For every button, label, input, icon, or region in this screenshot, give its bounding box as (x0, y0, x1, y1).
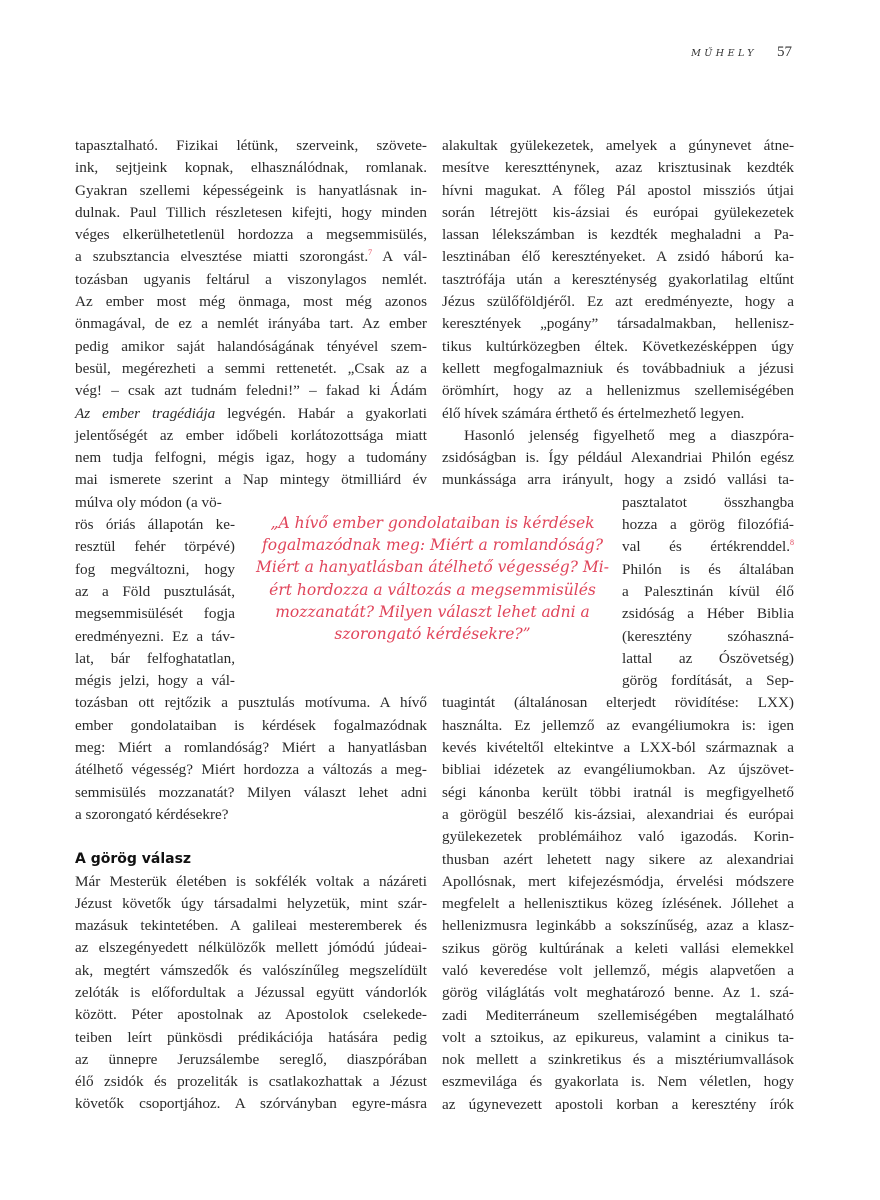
text-line: Már Mesterük életében is sokfélék voltak a názáreti (75, 872, 427, 890)
text-segment: a szubsztancia elvesztése miatti szorongást. (75, 248, 369, 266)
text-line: a szorongató kérdésekre? (75, 805, 229, 823)
text-line: kevés kivételtől eltekintve a LXX-ból származnak a (442, 739, 794, 757)
text-line: kellett megfogalmazniuk és továbbadniuk a jézusi (442, 359, 794, 377)
text-line: élő zsidók és prozeliták is csatlakozhattak a Jézust (75, 1073, 427, 1091)
text-line: lassan lélekszámban is kezdték meghaladni a Pa- (442, 226, 794, 244)
text-line: bibliai idézetek az evangéliumokban. Az újszövet- (442, 761, 794, 779)
running-header (691, 44, 792, 61)
text-line: tozásban ott rejtőzik a pusztulás motívuma. A hívő (75, 694, 427, 712)
text-line: tasztrófája után a kereszténység gyakorlatilag eltűnt (442, 270, 794, 288)
text-line: nem tudja felfogni, mégis igaz, hogy a tudomány (75, 449, 427, 467)
pull-quote-line: szorongató kérdésekre?” (334, 625, 531, 644)
text-line: során létrejött kis-ázsiai és európai gyülekezetek (442, 203, 794, 221)
text-line: között. Péter apostolnak az Apostolok cselekede- (75, 1006, 427, 1024)
text-line: meg: Miért a romlandóság? Miért a hanyatlásban (75, 739, 427, 757)
pull-quote-line: Miért a hanyatlásban átélhető végesség? Mi- (256, 558, 609, 577)
section-name: MŰHELY (691, 48, 757, 59)
text-line: gyülekezetek problémáihoz való igazodás. Korin- (442, 828, 794, 846)
text-line: tozásban ugyanis feltárul a viszonylagos nemlét. (75, 270, 427, 288)
text-line: hellenizmusra leginkább a sokszínűség, azaz a klasz- (442, 917, 794, 935)
text-line: teiben leírt pünkösdi prédikációja hatására pedig (75, 1028, 427, 1046)
text-line: használta. Ez jellemző az evangéliumokra is: igen (442, 716, 794, 734)
text-segment: val és értékrenddel. (622, 538, 790, 556)
text-line: nok mellett a szinkretikus és a misztériumvallások (442, 1051, 794, 1069)
text-line: görög világlátás volt meghatározó benne. Az 1. szá- (442, 984, 794, 1002)
text-line: jelentőségét az ember időbeli korlátozottsága miatt (75, 426, 427, 444)
text-line: zsidóságban is. Így például Alexandriai Philón egész (442, 449, 794, 467)
text-line: tuagintát (általánosan elterjedt rövidítése: LXX) (442, 694, 794, 712)
text-line: Gyakran szellemi képességeink is hanyatlásnak in- (75, 181, 427, 199)
text-line: zelóták is előfordultak a Jézussal együtt vándorlók (75, 983, 427, 1001)
text-line: véges elkerülhetetlenül hordozza a megsemmisülés, (75, 226, 427, 244)
footnote-marker-8[interactable]: 8 (790, 538, 794, 548)
text-line: eszmevilága és gyakorlata is. Nem véletlen, hogy (442, 1073, 794, 1091)
text-line: zsidóság a Héber Biblia (622, 605, 794, 623)
text-line: resztül fehér törpévé) (75, 538, 235, 556)
text-line: vég! – csak azt tudnám feledni!” – fakad ki Ádám (75, 382, 427, 400)
text-line: Jézus szülőföldjéről. Ez azt eredményezte, hogy a (442, 293, 794, 311)
text-line: örömhírt, hogy az a hellenizmus szellemiségében (442, 382, 794, 400)
text-line: ember gondolataiban is kérdések fogalmazódnak (75, 716, 427, 734)
text-line: keresztények „pogány” társadalmakban, hellenisz- (442, 315, 794, 333)
text-line: mazásuk tekintetében. A galileai mesteremberek és (75, 917, 427, 935)
text-line: az úgynevezett apostoli korban a keresztény írók (442, 1095, 794, 1113)
text-line: eredményezni. Ez a táv- (75, 627, 235, 645)
text-line: ink, sejtjeink kopnak, elhasználódnak, romlanak. (75, 159, 427, 177)
text-line: mégis jelzi, hogy a vál- (75, 672, 235, 690)
text-line: az elszegényedett nélkülözők mellett jómódú júdeai- (75, 939, 427, 957)
text-line: Az ember most még önmaga, most még azonos (75, 293, 427, 311)
text-line: (keresztény szóhaszná- (622, 627, 794, 645)
text-line: ak, megtért vámszedők és valószínűleg megszelídült (75, 961, 427, 979)
text-line: besül, megérezheti a semmi rettenetét. „Csak az a (75, 359, 427, 377)
text-line: tikus kultúrközegben éltek. Következésképpen úgy (442, 337, 794, 355)
text-line: pedig amikor saját halandóságának tényével szem- (75, 337, 427, 355)
text-line: munkássága arra irányult, hogy a zsidó vallási ta- (442, 471, 794, 489)
text-line: lesztinában élő keresztényeket. A zsidó háború ka- (442, 248, 794, 266)
text-line: rös óriás állapotán ke- (75, 516, 235, 534)
book-title: Az ember tragédiája (75, 404, 216, 422)
text-line: az ünnepre Jeruzsálembe sereglő, diaszpórában (75, 1050, 427, 1068)
text-line: pasztalatot összhangba (622, 493, 794, 511)
pull-quote-line: „A hívő ember gondolataiban is kérdések (270, 514, 595, 532)
text-line: az a Föld pusztulását, (75, 582, 235, 600)
text-line: önmagával, de ez a nemlét irányába tart. Az ember (75, 315, 427, 333)
text-line: lat, bár felfoghatatlan, (75, 649, 235, 667)
text-line: tapasztalható. Fizikai létünk, szerveink, szövete- (75, 137, 427, 154)
text-line: ségi kánonba került többi iratnál is megfigyelhető (442, 783, 794, 801)
text-segment: legvégén. Habár a gyakorlati (215, 404, 428, 422)
pull-quote-line: fogalmazódnak meg: Miért a romlandóság? (261, 536, 604, 555)
text-line: megfelelt a hellenisztikus közeg ízlésének. Jóllehet a (442, 895, 794, 913)
text-line: Philón is és általában (622, 560, 794, 578)
text-line: a görögül beszélő kis-ázsiai, alexandriai és európai (442, 805, 794, 823)
text-line: lattal az Ószövetség) (622, 649, 794, 667)
text-line: megsemmisülését fogja (75, 605, 235, 623)
pull-quote-line: mozzanatát? Milyen választ lehet adni a (275, 602, 590, 621)
footnote-marker-7[interactable]: 7 (368, 248, 373, 258)
text-line: hozza a görög filozófiá- (622, 516, 794, 534)
text-line: mesítve keresztténynek, azaz krisztusinak kezdték (442, 159, 794, 177)
text-line: Jézust követők úgy társadalmi helyzetük, mint szár- (75, 894, 427, 912)
text-line: követők csoportjához. A szórványban egyre-másra (75, 1095, 427, 1113)
pull-quote (250, 512, 615, 645)
text-line (75, 403, 427, 425)
text-line (75, 246, 427, 268)
text-line: zadi Mediterráneum szellemiségében megtalálható (442, 1006, 794, 1024)
text-line: mai ismerete szerint a Nap mintegy ötmilliárd év (75, 471, 427, 489)
page-number: 57 (777, 44, 792, 60)
text-line: a Palesztinán kívül élő (622, 582, 794, 600)
pull-quote-line: ért hordozza a változás a megsemmisülés (269, 580, 596, 599)
text-line: Hasonló jelenség figyelhető meg a diaszpóra- (464, 426, 794, 444)
text-line: görög fordítását, a Sep- (622, 672, 794, 690)
text-line: semmisülés mozzanatát? Milyen választ lehet adni (75, 783, 427, 801)
text-line: dulnak. Paul Tillich részletesen kifejti, hogy minden (75, 203, 427, 221)
text-line: Apollósnak, mert kifejezésmódja, érvelési módszere (442, 872, 794, 890)
text-line: való keveredése volt jellemző, mégis alapvetően a (442, 961, 794, 979)
text-line: élő hívek számára érthető és értelmezhető legyen. (442, 404, 745, 422)
text-line (622, 536, 794, 558)
text-line: alakultak gyülekezetek, amelyek a gúnynevet átne- (442, 137, 794, 154)
text-line: thusban azért lehetett nagy sikere az alexandriai (442, 850, 794, 868)
text-segment: A vál- (372, 248, 427, 266)
text-line: hívni magukat. A főleg Pál apostol missziós útjai (442, 181, 794, 199)
text-line: múlva oly módon (a vö- (75, 493, 222, 511)
section-heading: A görög válasz (75, 851, 192, 868)
text-line: átélhető végesség? Miért hordozza a változás a meg- (75, 761, 427, 779)
text-line: szikus görög kultúrának a keleti vallási elemekkel (442, 939, 794, 957)
text-line: volt a sztoikus, az epikureus, valamint a cinikus ta- (442, 1028, 794, 1046)
text-line: fog megváltozni, hogy (75, 560, 235, 578)
